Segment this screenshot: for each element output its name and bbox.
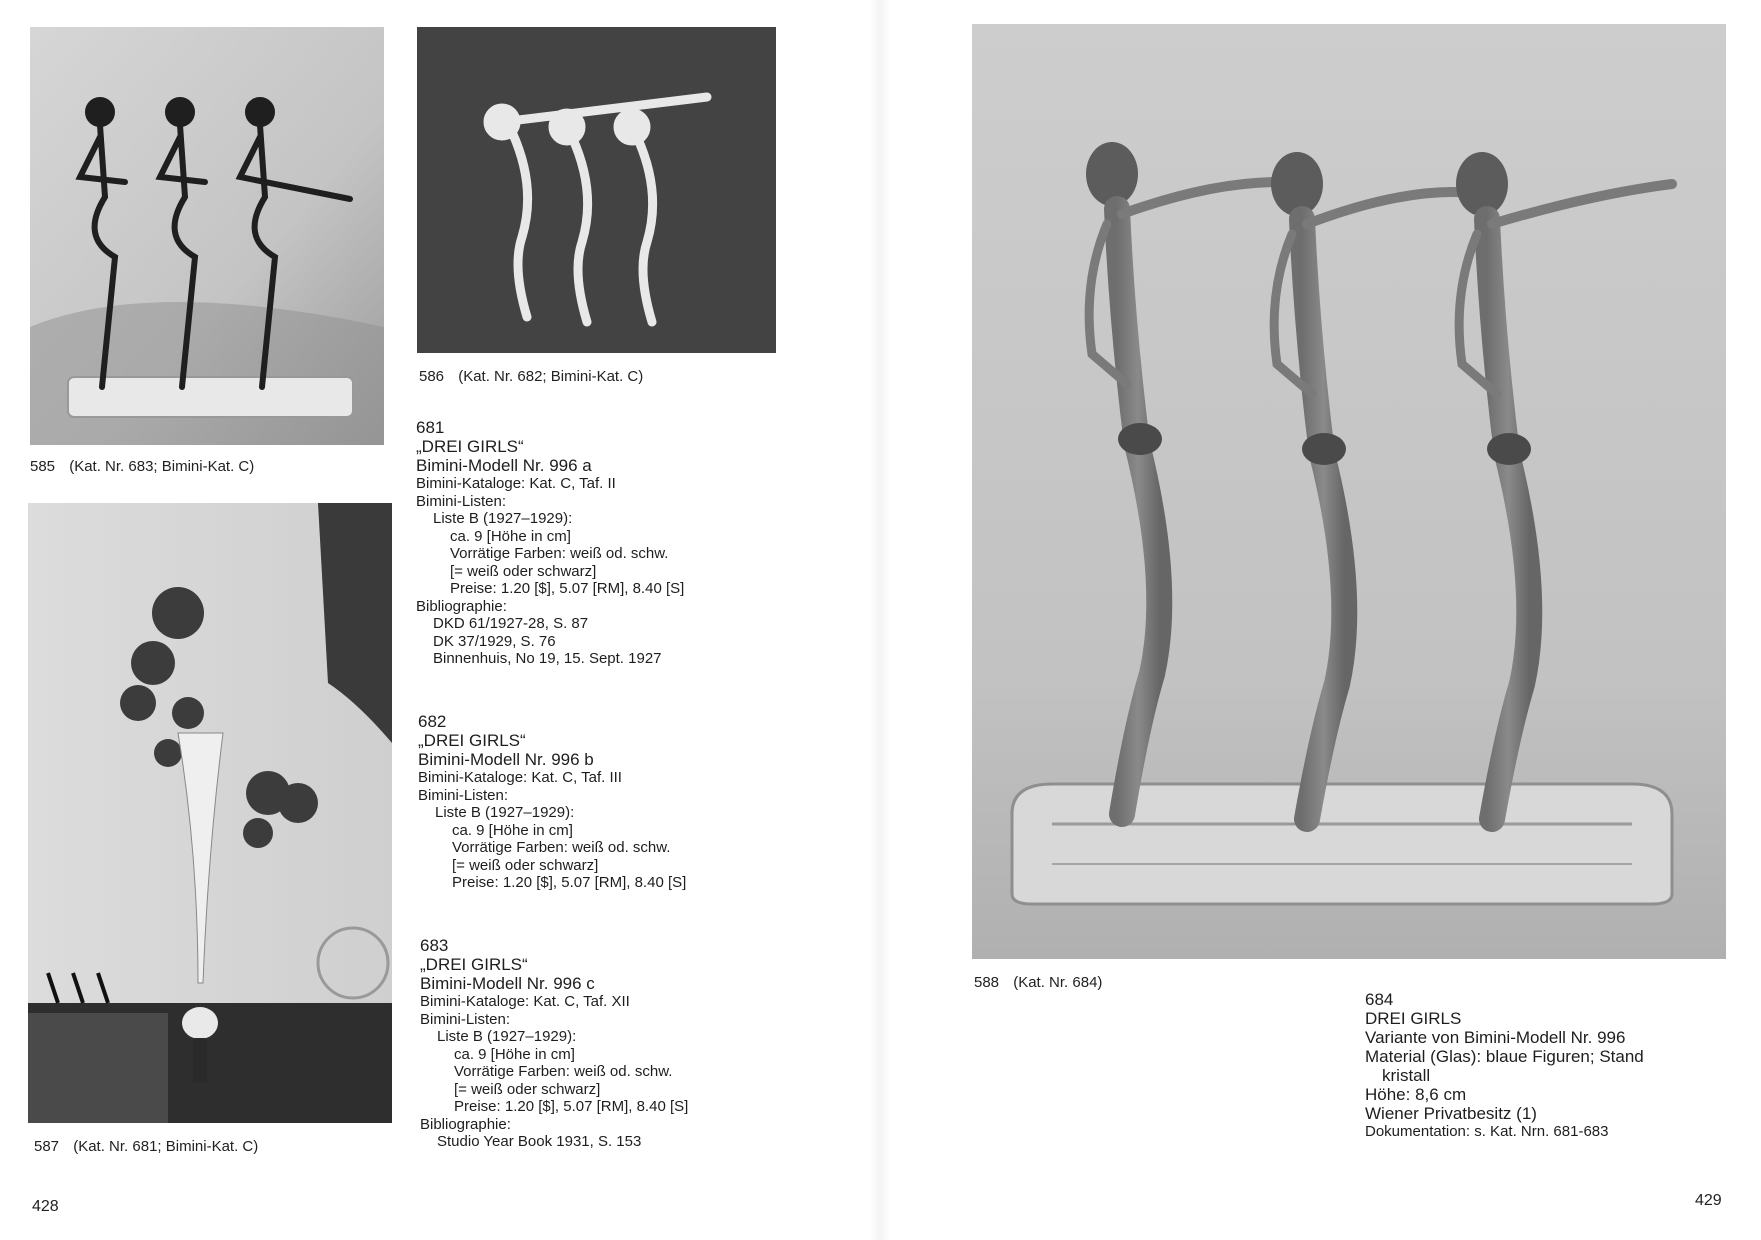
- entry-listen: Bimini-Listen:: [420, 1010, 511, 1028]
- entry-liste: Liste B (1927–1929):: [435, 804, 575, 821]
- entry-besitz: Wiener Privatbesitz (1): [1365, 1104, 1537, 1123]
- page-number-left: 428: [32, 1198, 59, 1215]
- left-page: [0, 0, 880, 1240]
- entry-farben-note: [= weiß oder schwarz]: [452, 856, 599, 874]
- entry-number: 682: [418, 712, 447, 731]
- entry-kataloge: Bimini-Kataloge: Kat. C, Taf. III: [418, 769, 622, 786]
- entry-title: „DREI GIRLS“: [418, 731, 526, 750]
- entry-liste: Liste B (1927–1929):: [433, 510, 573, 527]
- entry-hoehe: ca. 9 [Höhe in cm]: [450, 527, 571, 545]
- figure-caption: (Kat. Nr. 681; Bimini-Kat. C): [73, 1138, 259, 1155]
- entry-doku: Dokumentation: s. Kat. Nrn. 681-683: [1365, 1123, 1609, 1140]
- figure-caption: (Kat. Nr. 684): [1013, 974, 1103, 991]
- caption-588: [974, 974, 1102, 991]
- catalog-entry-683: [420, 936, 688, 1151]
- entry-number: 681: [416, 418, 445, 437]
- entry-preise: Preise: 1.20 [$], 5.07 [RM], 8.40 [S]: [452, 874, 687, 891]
- entry-material-cont: kristall: [1382, 1066, 1431, 1085]
- entry-kataloge: Bimini-Kataloge: Kat. C, Taf. XII: [420, 993, 630, 1010]
- entry-hoehe: ca. 9 [Höhe in cm]: [452, 821, 573, 839]
- entry-kataloge: Bimini-Kataloge: Kat. C, Taf. II: [416, 475, 616, 492]
- entry-model: Bimini-Modell Nr. 996 b: [418, 750, 594, 769]
- entry-model: Bimini-Modell Nr. 996 c: [420, 974, 595, 993]
- entry-number: 683: [420, 936, 449, 955]
- entry-listen: Bimini-Listen:: [416, 492, 507, 510]
- entry-biblio-item: DKD 61/1927-28, S. 87: [433, 615, 589, 632]
- entry-model: Bimini-Modell Nr. 996 a: [416, 456, 592, 475]
- catalog-entry-684: [1365, 990, 1644, 1141]
- entry-variant: Variante von Bimini-Modell Nr. 996: [1365, 1028, 1626, 1047]
- entry-biblio-item: Binnenhuis, No 19, 15. Sept. 1927: [433, 650, 662, 667]
- caption-587: [34, 1138, 258, 1155]
- entry-title: „DREI GIRLS“: [420, 955, 528, 974]
- caption-585: [30, 458, 254, 475]
- page-number-right: 429: [1695, 1192, 1722, 1209]
- entry-farben: Vorrätige Farben: weiß od. schw.: [450, 545, 669, 562]
- entry-preise: Preise: 1.20 [$], 5.07 [RM], 8.40 [S]: [450, 580, 685, 597]
- entry-farben-note: [= weiß oder schwarz]: [450, 562, 597, 580]
- entry-biblio-item: Studio Year Book 1931, S. 153: [437, 1133, 642, 1150]
- figure-caption: (Kat. Nr. 683; Bimini-Kat. C): [69, 458, 255, 475]
- entry-farben: Vorrätige Farben: weiß od. schw.: [454, 1063, 673, 1080]
- photo-585-three-dark-figures: [30, 27, 384, 445]
- figure-number: 588: [974, 974, 1000, 991]
- catalog-entry-682: [418, 712, 686, 892]
- entry-hoehe: Höhe: 8,6 cm: [1365, 1085, 1467, 1104]
- entry-farben-note: [= weiß oder schwarz]: [454, 1080, 601, 1098]
- entry-title: DREI GIRLS: [1365, 1009, 1462, 1028]
- entry-biblio-label: Bibliographie:: [420, 1115, 511, 1133]
- entry-liste: Liste B (1927–1929):: [437, 1028, 577, 1045]
- photo-586-three-white-figures: [417, 27, 776, 353]
- entry-number: 684: [1365, 990, 1394, 1009]
- entry-title: „DREI GIRLS“: [416, 437, 524, 456]
- photo-587-vase-interior: [28, 503, 392, 1123]
- caption-586: [419, 368, 643, 385]
- entry-biblio-label: Bibliographie:: [416, 597, 507, 615]
- figure-number: 586: [419, 368, 445, 385]
- entry-biblio-item: DK 37/1929, S. 76: [433, 632, 556, 650]
- photo-588-glass-figures: [972, 24, 1726, 959]
- catalog-entry-681: [416, 418, 684, 668]
- figure-number: 587: [34, 1138, 60, 1155]
- right-page: [880, 0, 1761, 1240]
- entry-farben: Vorrätige Farben: weiß od. schw.: [452, 839, 671, 856]
- entry-material: Material (Glas): blaue Figuren; Stand: [1365, 1047, 1644, 1066]
- entry-hoehe: ca. 9 [Höhe in cm]: [454, 1045, 575, 1063]
- entry-listen: Bimini-Listen:: [418, 786, 509, 804]
- figure-number: 585: [30, 458, 56, 475]
- entry-preise: Preise: 1.20 [$], 5.07 [RM], 8.40 [S]: [454, 1098, 689, 1115]
- figure-caption: (Kat. Nr. 682; Bimini-Kat. C): [458, 368, 644, 385]
